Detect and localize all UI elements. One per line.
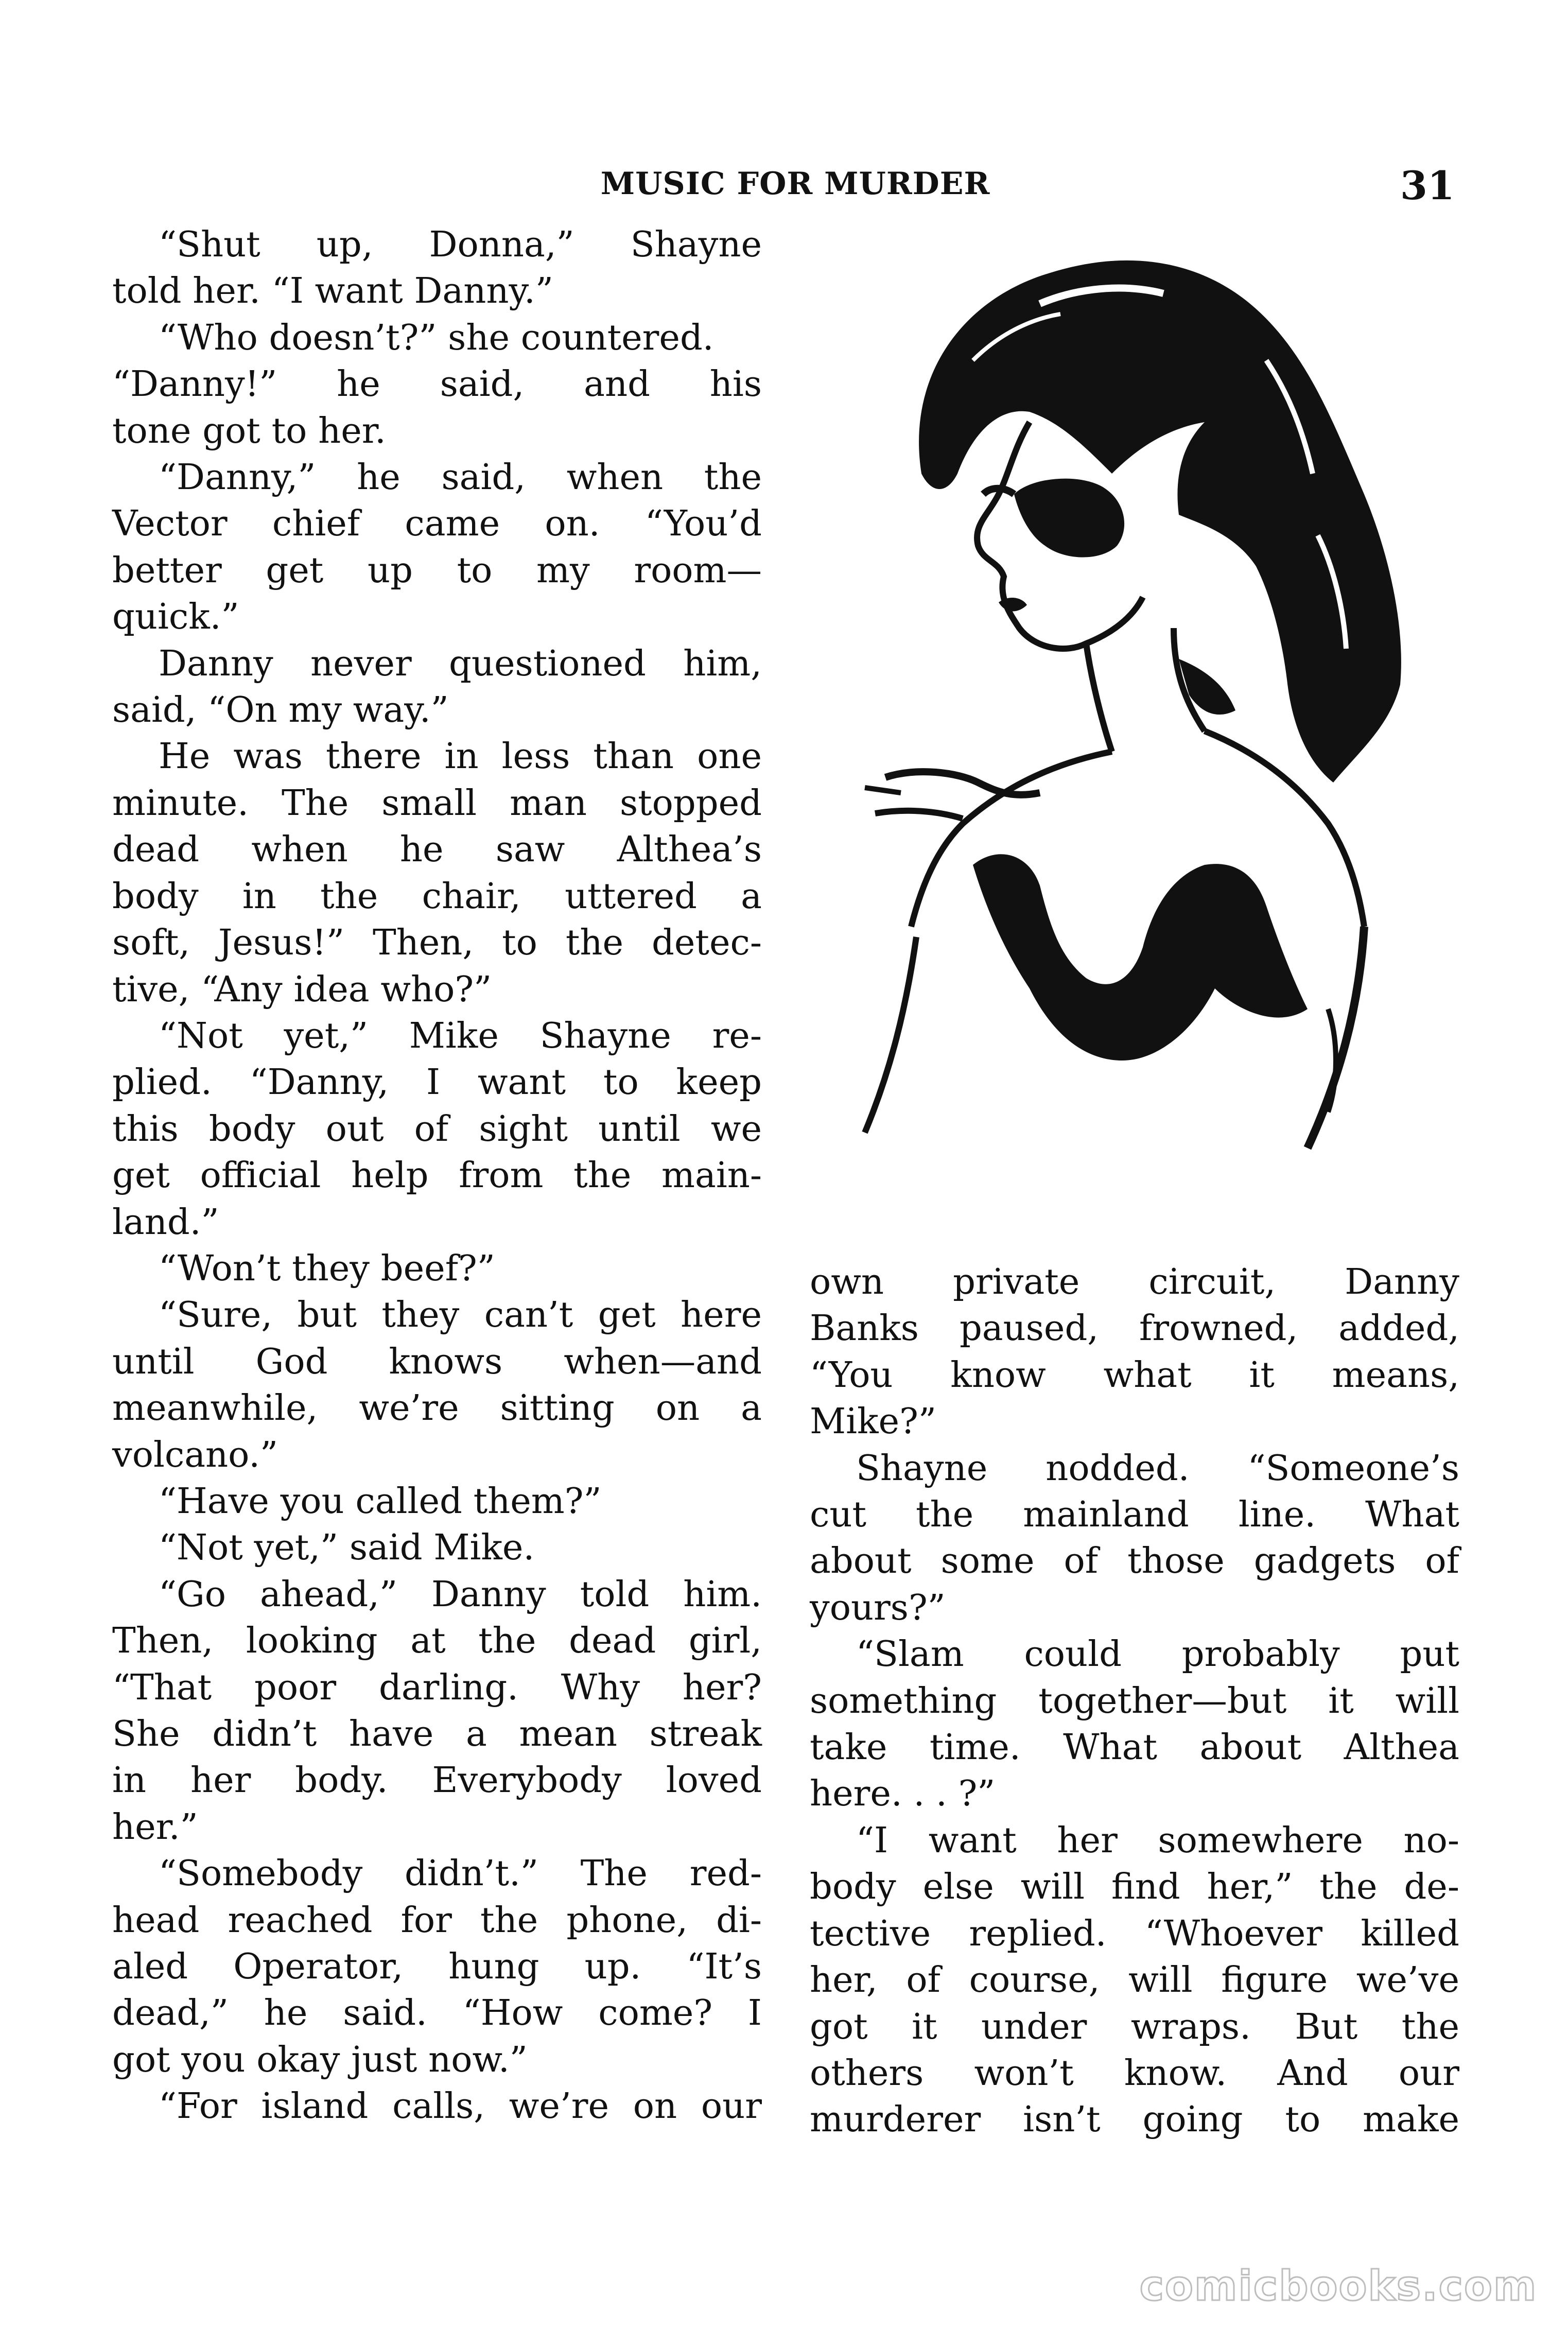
left-column-line: head reached for the phone, di- — [112, 1899, 762, 1941]
right-column-line: Shayne nodded. “Someone’s — [856, 1447, 1459, 1489]
left-column-line: “Have you called them?” — [159, 1480, 602, 1522]
left-column-line: told her. “I want Danny.” — [112, 270, 553, 312]
left-column-line: until God knows when—and — [112, 1341, 762, 1382]
left-column-line: “Not yet,” said Mike. — [159, 1527, 535, 1569]
left-column-line: her.” — [112, 1806, 198, 1848]
left-column-line: said, “On my way.” — [112, 689, 449, 731]
left-column-line: “Danny!” he said, and his — [112, 363, 762, 405]
left-column-line: tone got to her. — [112, 410, 386, 451]
watermark-logo — [1138, 2259, 1539, 2316]
right-column-line: take time. What about Althea — [810, 1727, 1459, 1768]
left-column-line: got you okay just now.” — [112, 2039, 528, 2080]
left-column-line: “For island calls, we’re on our — [159, 2085, 762, 2127]
left-column-line: minute. The small man stopped — [112, 782, 762, 824]
left-column-line: dead,” he said. “How come? I — [112, 1992, 762, 2034]
right-column-line: something together—but it will — [810, 1680, 1459, 1722]
right-column-line: “I want her somewhere no- — [856, 1819, 1459, 1861]
right-column-line: others won’t know. And our — [810, 2052, 1459, 2094]
right-column-line: about some of those gadgets of — [810, 1540, 1459, 1582]
left-column-line: Then, looking at the dead girl, — [112, 1620, 762, 1662]
right-column-line: “You know what it means, — [810, 1354, 1459, 1396]
left-column-line: “That poor darling. Why her? — [112, 1666, 762, 1708]
left-column-line: volcano.” — [112, 1434, 278, 1475]
left-column-line: Danny never questioned him, — [159, 642, 762, 684]
left-column-line: “Who doesn’t?” she countered. — [159, 317, 714, 358]
right-column-line: cut the mainland line. What — [810, 1494, 1459, 1536]
left-column-line: this body out of sight until we — [112, 1108, 762, 1150]
woman-portrait-illustration — [844, 206, 1441, 1199]
left-column-line: soft, Jesus!” Then, to the detec- — [112, 922, 762, 964]
left-column-line: dead when he saw Althea’s — [112, 829, 762, 871]
right-column-line: “Slam could probably put — [856, 1633, 1459, 1675]
right-column-line: Banks paused, frowned, added, — [810, 1308, 1459, 1349]
left-column-line: “Won’t they beef?” — [159, 1247, 495, 1289]
left-column-line: in her body. Everybody loved — [112, 1760, 762, 1801]
left-column-line: quick.” — [112, 596, 239, 638]
right-column-line: yours?” — [810, 1587, 946, 1628]
left-column-line: He was there in less than one — [159, 736, 762, 777]
left-column-line: “Go ahead,” Danny told him. — [159, 1573, 762, 1615]
left-text-column — [112, 221, 762, 2130]
running-header-title: MUSIC FOR MURDER — [600, 166, 990, 202]
right-column-line: her, of course, will figure we’ve — [810, 1959, 1459, 2001]
right-column-line: tective replied. “Whoever killed — [810, 1912, 1459, 1954]
right-column-line: here. . . ?” — [810, 1773, 996, 1815]
left-column-line: “Shut up, Donna,” Shayne — [159, 224, 762, 265]
left-column-line: tive, “Any idea who?” — [112, 968, 492, 1010]
left-column-line: land.” — [112, 1201, 219, 1243]
left-column-line: get official help from the main- — [112, 1155, 762, 1196]
left-column-line: body in the chair, uttered a — [112, 875, 762, 917]
left-column-line: She didn’t have a mean streak — [112, 1713, 762, 1754]
left-column-line: Vector chief came on. “You’d — [112, 503, 762, 545]
right-text-column — [810, 1259, 1459, 2143]
left-column-line: aled Operator, hung up. “It’s — [112, 1946, 762, 1988]
svg-text:comicbooks.com: comicbooks.com — [1139, 2262, 1538, 2310]
right-column-line: Mike?” — [810, 1401, 936, 1442]
left-column-line: “Sure, but they can’t get here — [159, 1294, 762, 1336]
left-column-line: “Somebody didn’t.” The red- — [159, 1853, 762, 1894]
right-column-line: got it under wraps. But the — [810, 2006, 1459, 2047]
left-column-line: better get up to my room— — [112, 549, 762, 591]
right-column-line: body else will find her,” the de- — [810, 1866, 1459, 1908]
right-column-line: own private circuit, Danny — [810, 1261, 1459, 1302]
left-column-line: “Danny,” he said, when the — [159, 457, 762, 498]
left-column-line: meanwhile, we’re sitting on a — [112, 1387, 762, 1429]
page-number: 31 — [1400, 163, 1455, 208]
right-column-line: murderer isn’t going to make — [810, 2099, 1459, 2141]
left-column-line: plied. “Danny, I want to keep — [112, 1062, 762, 1103]
left-column-line: “Not yet,” Mike Shayne re- — [159, 1015, 762, 1056]
